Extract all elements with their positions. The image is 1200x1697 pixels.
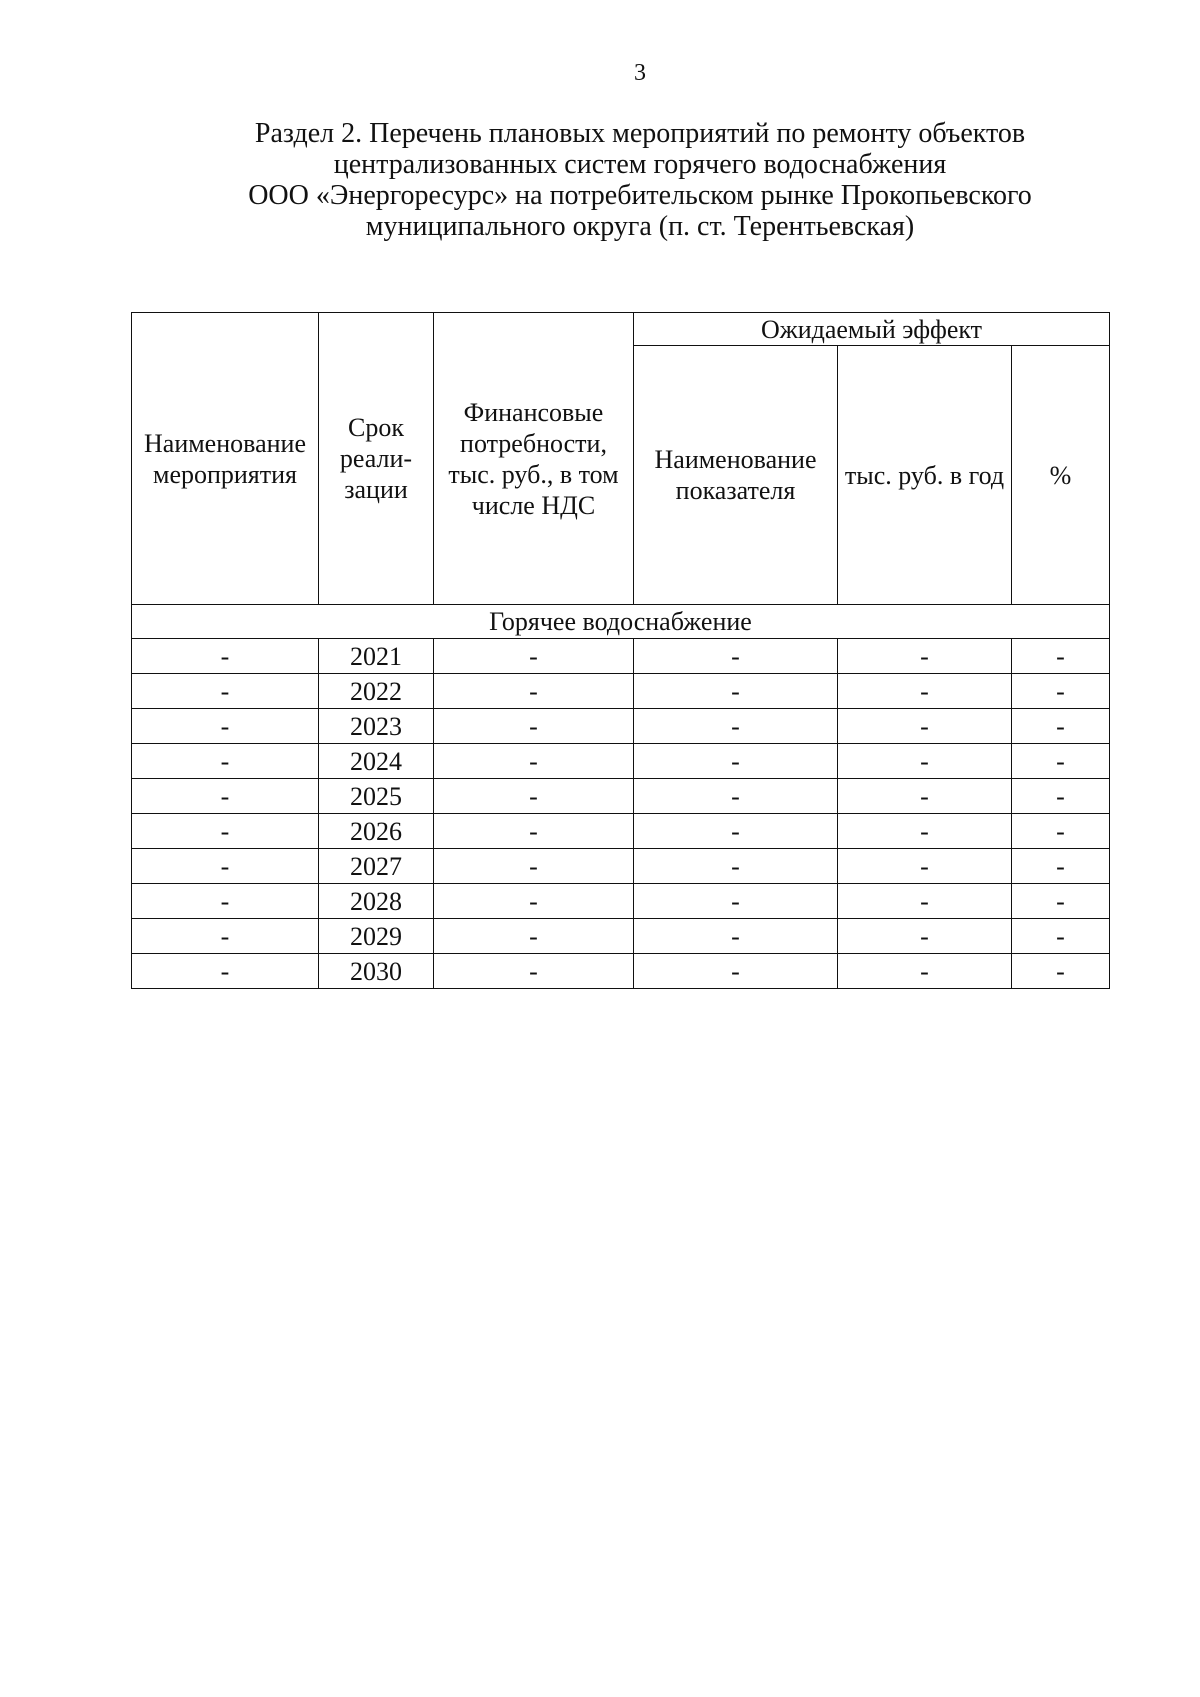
effect-rub-cell: -: [838, 639, 1012, 674]
indicator-cell: -: [634, 954, 838, 989]
effect-rub-cell: -: [838, 954, 1012, 989]
effect-percent-cell: -: [1012, 814, 1110, 849]
title-line: муниципального округа (п. ст. Терентьевская): [365, 211, 915, 242]
period-line: реали-: [339, 444, 413, 473]
effect-rub-cell: -: [838, 919, 1012, 954]
financing-cell: -: [434, 744, 634, 779]
effect-rub-cell: -: [838, 849, 1012, 884]
table-row: [132, 814, 1110, 849]
col-header-period: [319, 313, 434, 605]
table-row: [132, 884, 1110, 919]
measure-cell: -: [132, 674, 319, 709]
period-cell: 2022: [319, 674, 434, 709]
indicator-cell: -: [634, 744, 838, 779]
col-header-thousand-rub-per-year: тыс. руб. в год: [838, 346, 1012, 605]
period-cell: 2023: [319, 709, 434, 744]
effect-percent-cell: -: [1012, 884, 1110, 919]
period-cell: 2021: [319, 639, 434, 674]
measure-cell: -: [132, 639, 319, 674]
effect-rub-cell: -: [838, 709, 1012, 744]
table-row: [132, 849, 1110, 884]
indicator-cell: -: [634, 849, 838, 884]
period-line: зации: [344, 475, 408, 504]
financing-cell: -: [434, 709, 634, 744]
effect-rub-cell: -: [838, 674, 1012, 709]
financing-cell: -: [434, 849, 634, 884]
financing-cell: -: [434, 954, 634, 989]
table-row: [132, 744, 1110, 779]
period-cell: 2027: [319, 849, 434, 884]
col-header-measure-name: Наименование мероприятия: [132, 313, 319, 605]
period-line: Срок: [348, 413, 404, 442]
effect-rub-cell: -: [838, 779, 1012, 814]
table-row: [132, 919, 1110, 954]
measure-cell: -: [132, 849, 319, 884]
period-cell: 2026: [319, 814, 434, 849]
effect-percent-cell: -: [1012, 744, 1110, 779]
measure-cell: -: [132, 709, 319, 744]
effect-rub-cell: -: [838, 814, 1012, 849]
financing-cell: -: [434, 674, 634, 709]
financing-cell: -: [434, 884, 634, 919]
period-cell: 2024: [319, 744, 434, 779]
period-cell: 2029: [319, 919, 434, 954]
effect-percent-cell: -: [1012, 674, 1110, 709]
col-header-financing: Финансовые потребности, тыс. руб., в том числе НДС: [434, 313, 634, 605]
financing-cell: -: [434, 639, 634, 674]
period-cell: 2028: [319, 884, 434, 919]
section-row-hot-water: Горячее водоснабжение: [132, 605, 1110, 639]
title-line: централизованных систем горячего водоснабжения: [333, 149, 947, 180]
period-cell: 2030: [319, 954, 434, 989]
effect-rub-cell: -: [838, 884, 1012, 919]
measure-cell: -: [132, 779, 319, 814]
col-header-percent: %: [1012, 346, 1110, 605]
table-row: [132, 954, 1110, 989]
measure-cell: -: [132, 744, 319, 779]
effect-percent-cell: -: [1012, 639, 1110, 674]
measure-cell: -: [132, 919, 319, 954]
effect-percent-cell: -: [1012, 919, 1110, 954]
indicator-cell: -: [634, 639, 838, 674]
effect-percent-cell: -: [1012, 849, 1110, 884]
effect-rub-cell: -: [838, 744, 1012, 779]
group-header-expected-effect: Ожидаемый эффект: [634, 313, 1110, 346]
financing-cell: -: [434, 814, 634, 849]
indicator-cell: -: [634, 884, 838, 919]
table-row: [132, 674, 1110, 709]
measures-table: [131, 312, 1110, 989]
col-header-indicator-name: Наименование показателя: [634, 346, 838, 605]
financing-cell: -: [434, 779, 634, 814]
effect-percent-cell: -: [1012, 779, 1110, 814]
financing-cell: -: [434, 919, 634, 954]
indicator-cell: -: [634, 779, 838, 814]
measure-cell: -: [132, 954, 319, 989]
page-number: 3: [634, 60, 646, 86]
measure-cell: -: [132, 814, 319, 849]
title-line: ООО «Энергоресурс» на потребительском рынке Прокопьевского: [248, 180, 1032, 211]
table-row: [132, 709, 1110, 744]
effect-percent-cell: -: [1012, 954, 1110, 989]
title-line: Раздел 2. Перечень плановых мероприятий по ремонту объектов: [254, 118, 1026, 149]
indicator-cell: -: [634, 709, 838, 744]
indicator-cell: -: [634, 674, 838, 709]
indicator-cell: -: [634, 919, 838, 954]
indicator-cell: -: [634, 814, 838, 849]
effect-percent-cell: -: [1012, 709, 1110, 744]
period-cell: 2025: [319, 779, 434, 814]
table-row: [132, 779, 1110, 814]
measure-cell: -: [132, 884, 319, 919]
table-row: [132, 639, 1110, 674]
section-title: [200, 118, 1080, 242]
